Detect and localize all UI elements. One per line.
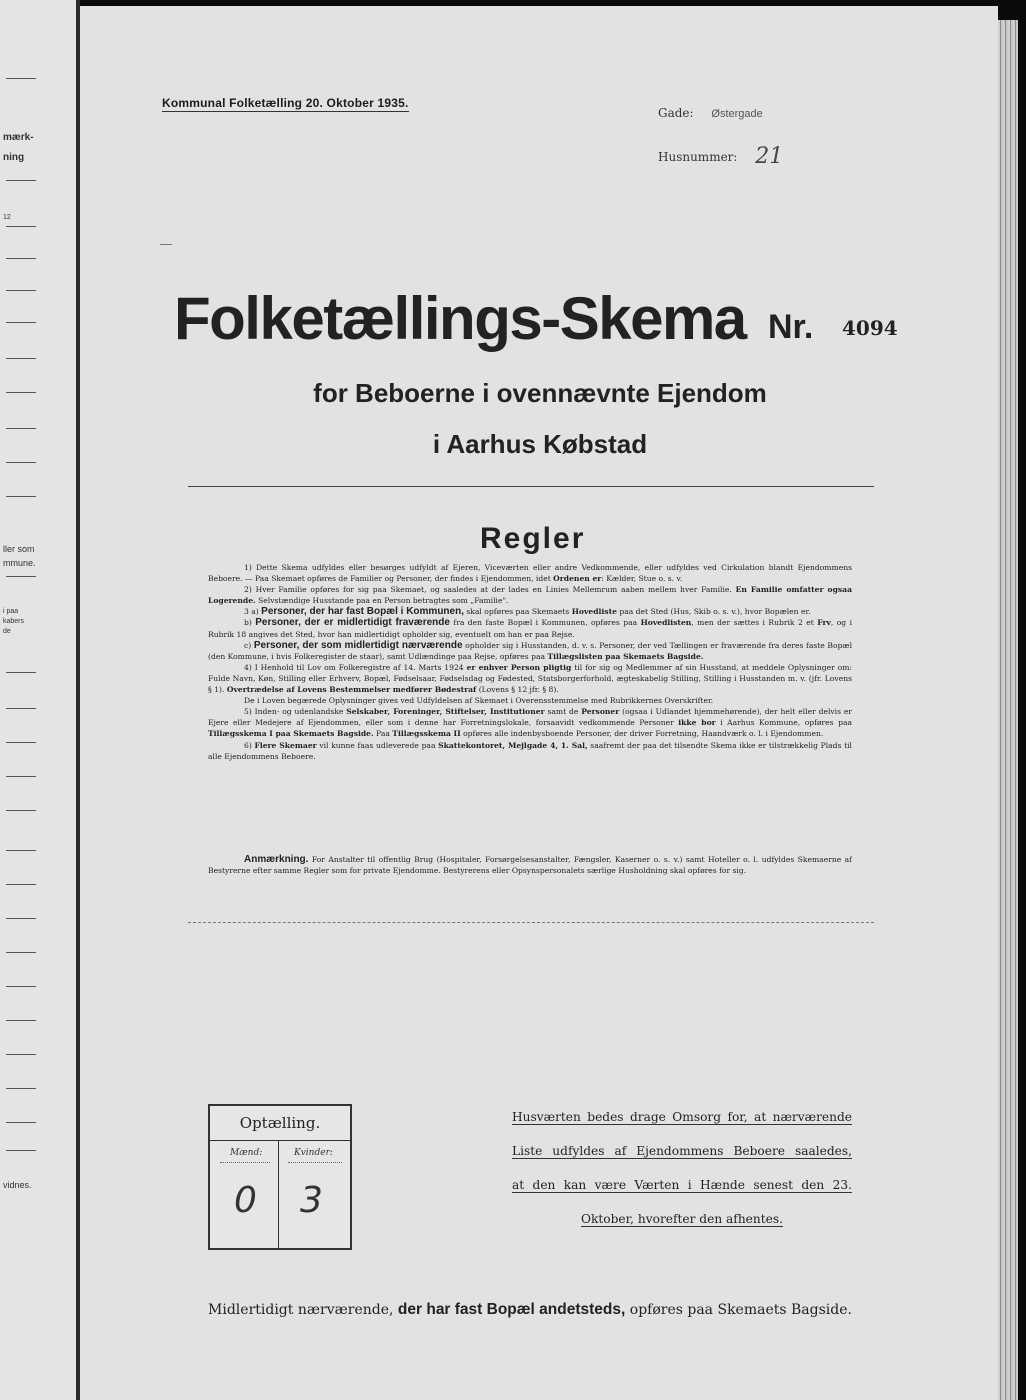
count-rule	[210, 1140, 350, 1141]
rule-line	[6, 986, 36, 987]
left-fragment: i paa	[3, 608, 19, 615]
notice-line: Oktober, hvorefter den afhentes.	[581, 1212, 783, 1226]
remark-label: Anmærkning.	[244, 854, 309, 865]
margin-mark	[160, 244, 172, 245]
form-subtitle: for Beboerne i ovennævnte Ejendom	[313, 378, 767, 408]
census-form-page	[80, 6, 998, 1400]
rule-line	[6, 392, 36, 393]
rule-line	[6, 850, 36, 851]
left-page-edge	[0, 0, 76, 1400]
rule-line	[6, 428, 36, 429]
men-label: Mænd:	[230, 1148, 263, 1158]
divider	[188, 486, 874, 487]
rules-text	[208, 562, 852, 762]
rule-line	[6, 952, 36, 953]
rule-line	[6, 884, 36, 885]
rule-line	[6, 78, 36, 79]
house-number-label: Husnummer:	[658, 150, 738, 164]
rule-3b: b) Personer, der er midlertidigt fraværende fra den faste Bopæl i Kommunen, opføres paa Hovedlisten, men der sættes i Rubrik 2 et Frv, og i Rubrik 18 angives det Sted, hvor han midlertidigt opholder sig, eventuelt om han er paa Rejse.	[208, 617, 852, 639]
left-fragment: mærk-	[3, 132, 34, 143]
rule-line	[6, 358, 36, 359]
men-count: 0	[234, 1180, 257, 1221]
page-stack-edge	[998, 20, 1018, 1400]
rule-3c: c) Personer, der som midlertidigt nærværende opholder sig i Husstanden, d. v. s. Personer, der ved Tællingen er fraværende fra deres faste Bopæl (den Kommune, i hvis Folkeregister de staar), samt Udlændinge paa Rejse, opføres paa Tillægslisten paa Skemaets Bagside.	[208, 639, 853, 661]
left-fragment: de	[3, 628, 11, 635]
rule-line	[6, 708, 36, 709]
street-label: Gade:	[658, 106, 694, 120]
street-value: Østergade	[711, 108, 763, 120]
left-fragment: vidnes.	[3, 1180, 32, 1190]
rule-line	[6, 496, 36, 497]
count-box	[208, 1104, 352, 1250]
rule-4: 4) I Henhold til Lov om Folkeregistre af 14. Marts 1924 er enhver Person pligtig til for sig og Medlemmer af sin Husstand, at meddele Oplysninger om: Fulde Navn, Køn, Stilling eller Erhverv, Bopæl, Fødselsaar, Fødselsdag og Fødested, Statsborgerforhold, ægteskabelig Stilling, Stilling i Husstanden m. v. (jfr. Lovens § 1). Overtrædelse af Lovens Bestemmelser medfører Bødestraf (Lovens § 12 jfr. § 8).	[208, 662, 852, 695]
rule-line	[6, 576, 36, 577]
form-title: Folketællings-Skema	[174, 285, 746, 352]
form-number-value: 4094	[842, 316, 898, 340]
rule-line	[6, 1020, 36, 1021]
rule-line	[6, 918, 36, 919]
count-column-divider	[278, 1140, 279, 1248]
left-fragment: ning	[3, 152, 25, 163]
left-fragment: mmune.	[3, 558, 36, 568]
rule-6: 6) Flere Skemaer vil kunne faas udleverede paa Skattekontoret, Mejlgade 4, 1. Sal, saafremt der paa det tilsendte Skema ikke er tilstrækkelig Plads til alle Ejendommens Beboere.	[208, 740, 852, 761]
rule-line	[6, 672, 36, 673]
women-dots	[288, 1162, 342, 1164]
rule-line	[6, 290, 36, 291]
notice-line: Liste udfyldes af Ejendommens Beboere saaledes,	[512, 1144, 852, 1158]
rules-heading: Regler	[480, 522, 586, 555]
rule-5: 5) Inden- og udenlandske Selskaber, Foreninger, Stiftelser, Institutioner samt de Personer (ogsaa i Udlandet hjemmehørende), der helt eller delvis er Ejere eller Medejere af Ejendommen, eller som i denne har Forretningslokale, forsaavidt vedkommende Personer ikke bor i Aarhus Kommune, opføres paa Tillægsskema I paa Skemaets Bagside. Paa Tillægsskema II opføres alle indenbysboende Personer, der driver Forretning, Haandværk o. l. i Ejendommen.	[208, 707, 852, 739]
divider-dashed	[188, 922, 874, 924]
footer-note: Midlertidigt nærværende, der har fast Bopæl andetsteds, opføres paa Skemaets Bagside.	[208, 1301, 852, 1318]
rule-1: 1) Dette Skema udfyldes eller besørges udfyldt af Ejeren, Viceværten eller andre Vedkommende, eller udfyldes ved Cirkulation blandt Ejendommens Beboere. — Paa Skemaet opføres de Familier og Personer, der findes i Ejendommen, idet Ordenen er: Kælder, Stue o. s. v.	[208, 563, 852, 584]
rule-line	[6, 1150, 36, 1151]
men-dots	[220, 1162, 270, 1164]
street-field	[658, 106, 763, 120]
rule-line	[6, 776, 36, 777]
rule-line	[6, 742, 36, 743]
left-fragment: 12	[3, 214, 11, 221]
house-number-value: 21	[755, 144, 784, 169]
form-subtitle-city: i Aarhus Købstad	[432, 429, 648, 459]
rule-line	[6, 462, 36, 463]
rule-line	[6, 1088, 36, 1089]
women-count: 3	[300, 1180, 323, 1221]
rule-4-note: De i Loven begærede Oplysninger gives ved Udfyldelsen af Skemaet i Overensstemmelse med Rubrikkernes Overskrifter.	[244, 696, 714, 706]
notice-line: at den kan være Værten i Hænde senest den 23.	[512, 1178, 852, 1192]
remark-text: Anmærkning. For Anstalter til offentlig Brug (Hospitaler, Forsørgelsesanstalter, Fængsler, Kaserner o. s. v.) samt Hoteller o. l. udfyldes Skemaerne af Bestyrerne efter samme Regler som for private Ejendomme. Bestyrerens eller Opsynspersonalets særlige Husholdning skal opføres for sig.	[208, 854, 852, 876]
women-label: Kvinder:	[294, 1148, 333, 1158]
rule-line	[6, 226, 36, 227]
rule-3a: 3 a) Personer, der har fast Bopæl i Kommunen, skal opføres paa Skemaets Hovedliste paa det Sted (Hus, Skib o. s. v.), hvor Bopælen er.	[244, 606, 811, 618]
rule-line	[6, 810, 36, 811]
form-number-label: Nr.	[768, 308, 814, 346]
count-title: Optælling.	[239, 1114, 321, 1132]
rule-2: 2) Hver Familie opføres for sig paa Skemaet, og saaledes at der lades en Linies Mellemrum aaben mellem hver Familie. En Familie omfatter ogsaa Logerende. Selvstændige Husstande paa en Person betragtes som „Familie".	[208, 585, 852, 606]
landlord-notice	[512, 1106, 852, 1242]
left-fragment: ller som	[3, 544, 35, 554]
left-fragment: kabers	[3, 618, 25, 625]
rule-line	[6, 1122, 36, 1123]
rule-line	[6, 258, 36, 259]
rule-line	[6, 180, 36, 181]
house-number-field	[658, 142, 783, 167]
census-header: Kommunal Folketælling 20. Oktober 1935.	[162, 96, 409, 110]
rule-line	[6, 322, 36, 323]
rule-line	[6, 1054, 36, 1055]
notice-line: Husværten bedes drage Omsorg for, at nærværende	[512, 1110, 852, 1124]
